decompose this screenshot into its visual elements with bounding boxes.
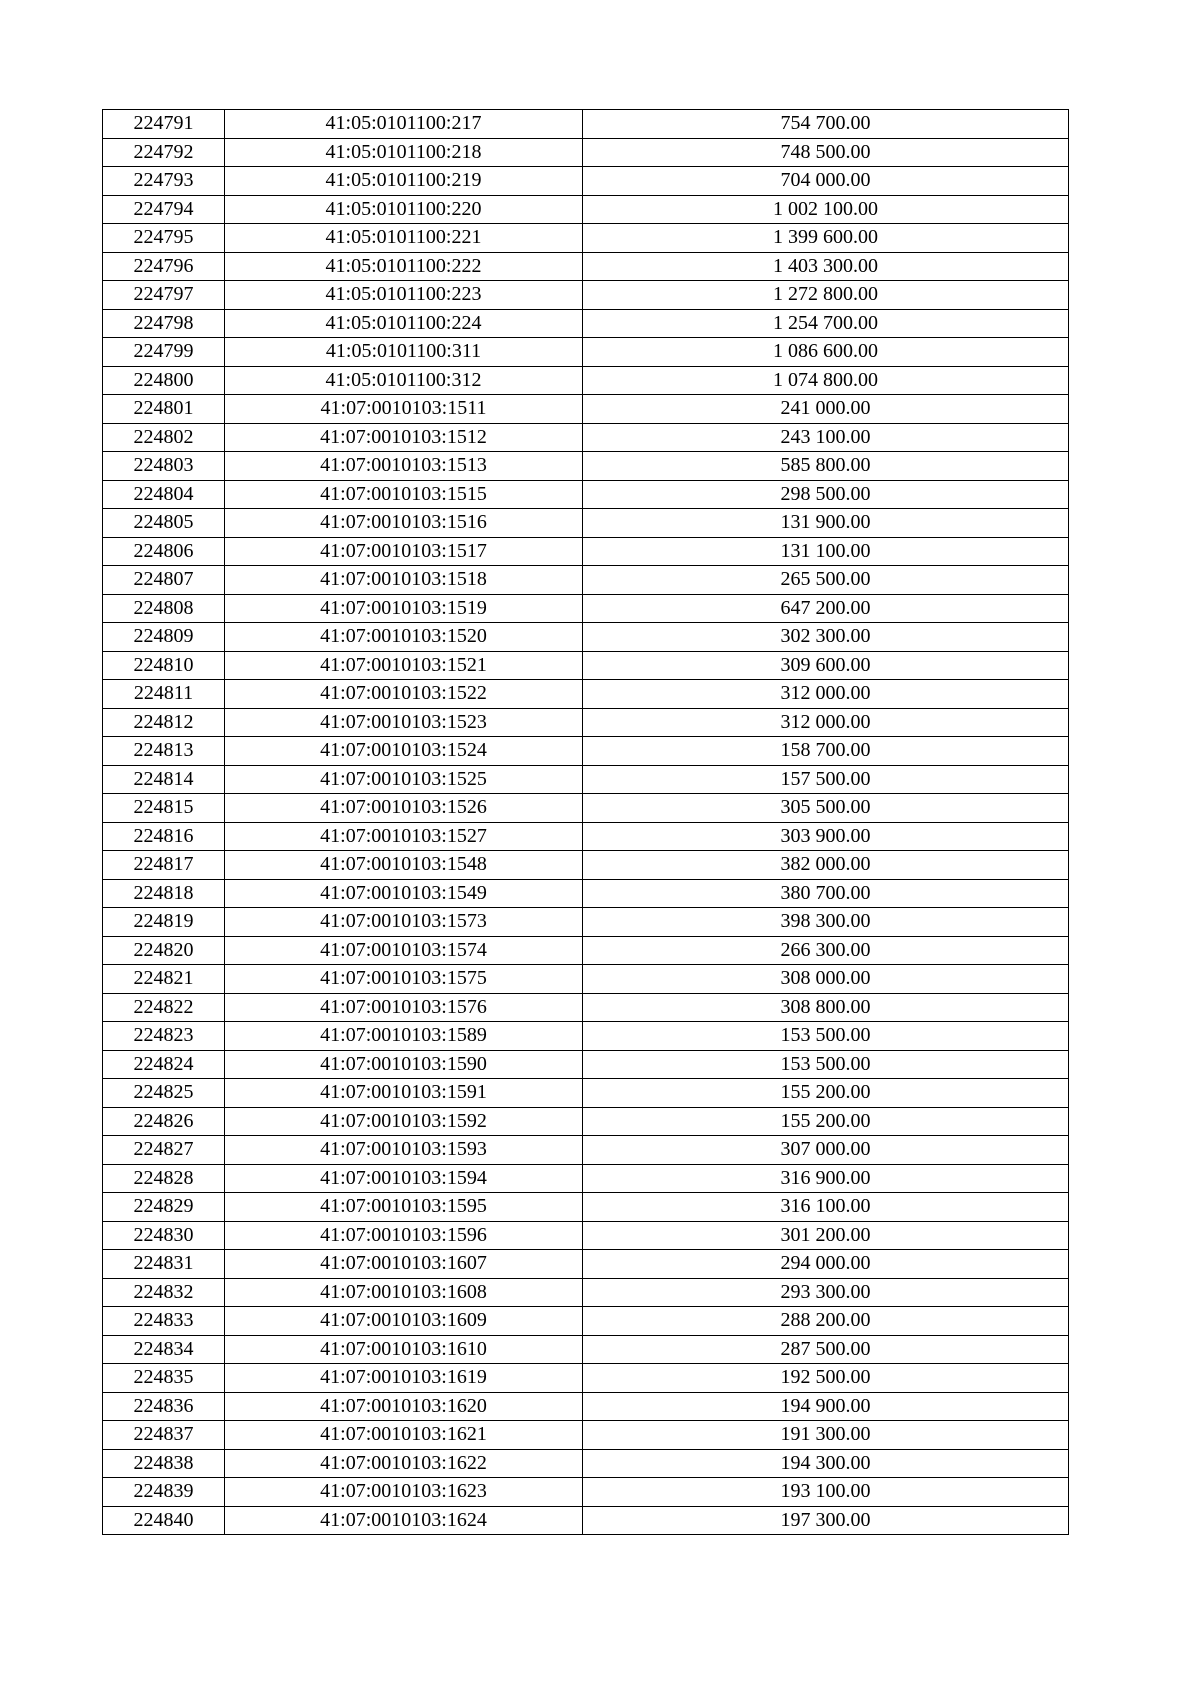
cadastral-number-cell: 41:07:0010103:1519 (225, 594, 583, 623)
cadastral-value-cell: 704 000.00 (583, 167, 1069, 196)
cadastral-number-cell: 41:07:0010103:1594 (225, 1164, 583, 1193)
cadastral-number-cell: 41:07:0010103:1517 (225, 537, 583, 566)
table-row (103, 537, 1069, 566)
cadastral-number-cell: 41:07:0010103:1520 (225, 623, 583, 652)
cadastral-value-cell: 243 100.00 (583, 423, 1069, 452)
cadastral-value-cell: 131 100.00 (583, 537, 1069, 566)
row-number-cell: 224832 (103, 1278, 225, 1307)
table-row (103, 167, 1069, 196)
cadastral-value-cell: 398 300.00 (583, 908, 1069, 937)
cadastral-number-cell: 41:07:0010103:1527 (225, 822, 583, 851)
row-number-cell: 224795 (103, 224, 225, 253)
table-row (103, 110, 1069, 139)
cadastral-number-cell: 41:07:0010103:1590 (225, 1050, 583, 1079)
row-number-cell: 224840 (103, 1506, 225, 1535)
table-row (103, 1449, 1069, 1478)
cadastral-number-cell: 41:07:0010103:1516 (225, 509, 583, 538)
row-number-cell: 224797 (103, 281, 225, 310)
table-row (103, 1506, 1069, 1535)
table-row (103, 822, 1069, 851)
cadastral-number-cell: 41:07:0010103:1574 (225, 936, 583, 965)
cadastral-number-cell: 41:07:0010103:1526 (225, 794, 583, 823)
cadastral-value-cell: 192 500.00 (583, 1364, 1069, 1393)
cadastral-value-cell: 157 500.00 (583, 765, 1069, 794)
cadastral-value-cell: 194 300.00 (583, 1449, 1069, 1478)
cadastral-value-cell: 153 500.00 (583, 1022, 1069, 1051)
table-row (103, 309, 1069, 338)
cadastral-value-cell: 748 500.00 (583, 138, 1069, 167)
table-row (103, 879, 1069, 908)
cadastral-number-cell: 41:07:0010103:1595 (225, 1193, 583, 1222)
table-row (103, 1307, 1069, 1336)
cadastral-value-cell: 309 600.00 (583, 651, 1069, 680)
table-row (103, 765, 1069, 794)
cadastral-number-cell: 41:07:0010103:1624 (225, 1506, 583, 1535)
cadastral-number-cell: 41:07:0010103:1592 (225, 1107, 583, 1136)
row-number-cell: 224806 (103, 537, 225, 566)
cadastral-value-cell: 301 200.00 (583, 1221, 1069, 1250)
row-number-cell: 224829 (103, 1193, 225, 1222)
row-number-cell: 224835 (103, 1364, 225, 1393)
row-number-cell: 224836 (103, 1392, 225, 1421)
cadastral-number-cell: 41:07:0010103:1513 (225, 452, 583, 481)
row-number-cell: 224808 (103, 594, 225, 623)
cadastral-number-cell: 41:07:0010103:1621 (225, 1421, 583, 1450)
table-row (103, 1164, 1069, 1193)
cadastral-number-cell: 41:07:0010103:1512 (225, 423, 583, 452)
row-number-cell: 224809 (103, 623, 225, 652)
cadastral-value-cell: 191 300.00 (583, 1421, 1069, 1450)
table-row (103, 1250, 1069, 1279)
table-row (103, 908, 1069, 937)
cadastral-number-cell: 41:05:0101100:311 (225, 338, 583, 367)
cadastral-value-cell: 382 000.00 (583, 851, 1069, 880)
cadastral-value-cell: 293 300.00 (583, 1278, 1069, 1307)
cadastral-number-cell: 41:05:0101100:223 (225, 281, 583, 310)
table-row (103, 651, 1069, 680)
cadastral-number-cell: 41:07:0010103:1522 (225, 680, 583, 709)
cadastral-value-cell: 298 500.00 (583, 480, 1069, 509)
cadastral-number-cell: 41:07:0010103:1619 (225, 1364, 583, 1393)
cadastral-value-cell: 305 500.00 (583, 794, 1069, 823)
cadastral-number-cell: 41:07:0010103:1608 (225, 1278, 583, 1307)
row-number-cell: 224813 (103, 737, 225, 766)
cadastral-number-cell: 41:07:0010103:1525 (225, 765, 583, 794)
row-number-cell: 224830 (103, 1221, 225, 1250)
cadastral-number-cell: 41:07:0010103:1573 (225, 908, 583, 937)
table-row (103, 281, 1069, 310)
cadastral-value-cell: 287 500.00 (583, 1335, 1069, 1364)
row-number-cell: 224800 (103, 366, 225, 395)
table-row (103, 1278, 1069, 1307)
row-number-cell: 224798 (103, 309, 225, 338)
cadastral-value-cell: 308 000.00 (583, 965, 1069, 994)
table-row (103, 851, 1069, 880)
table-row (103, 480, 1069, 509)
cadastral-value-cell: 266 300.00 (583, 936, 1069, 965)
row-number-cell: 224803 (103, 452, 225, 481)
table-row (103, 993, 1069, 1022)
cadastral-value-cell: 288 200.00 (583, 1307, 1069, 1336)
cadastral-number-cell: 41:07:0010103:1518 (225, 566, 583, 595)
cadastral-number-cell: 41:05:0101100:222 (225, 252, 583, 281)
table-row (103, 366, 1069, 395)
cadastral-number-cell: 41:07:0010103:1607 (225, 1250, 583, 1279)
cadastral-number-cell: 41:07:0010103:1576 (225, 993, 583, 1022)
row-number-cell: 224818 (103, 879, 225, 908)
cadastral-value-cell: 131 900.00 (583, 509, 1069, 538)
cadastral-value-cell: 1 272 800.00 (583, 281, 1069, 310)
table-row (103, 1193, 1069, 1222)
table-row (103, 1079, 1069, 1108)
row-number-cell: 224827 (103, 1136, 225, 1165)
table-row (103, 566, 1069, 595)
cadastral-value-cell: 303 900.00 (583, 822, 1069, 851)
row-number-cell: 224834 (103, 1335, 225, 1364)
cadastral-number-cell: 41:05:0101100:219 (225, 167, 583, 196)
cadastral-number-cell: 41:07:0010103:1620 (225, 1392, 583, 1421)
cadastral-value-cell: 197 300.00 (583, 1506, 1069, 1535)
cadastral-value-cell: 153 500.00 (583, 1050, 1069, 1079)
row-number-cell: 224826 (103, 1107, 225, 1136)
table-row (103, 395, 1069, 424)
cadastral-value-cell: 1 403 300.00 (583, 252, 1069, 281)
row-number-cell: 224816 (103, 822, 225, 851)
table-row (103, 794, 1069, 823)
table-row (103, 423, 1069, 452)
cadastral-number-cell: 41:07:0010103:1515 (225, 480, 583, 509)
row-number-cell: 224792 (103, 138, 225, 167)
cadastral-value-cell: 312 000.00 (583, 708, 1069, 737)
cadastral-number-cell: 41:07:0010103:1593 (225, 1136, 583, 1165)
cadastral-value-cell: 1 002 100.00 (583, 195, 1069, 224)
table-row (103, 1107, 1069, 1136)
cadastral-value-cell: 194 900.00 (583, 1392, 1069, 1421)
cadastral-value-cell: 158 700.00 (583, 737, 1069, 766)
table-row (103, 509, 1069, 538)
cadastral-value-cell: 312 000.00 (583, 680, 1069, 709)
table-row (103, 708, 1069, 737)
cadastral-value-cell: 308 800.00 (583, 993, 1069, 1022)
table-row (103, 737, 1069, 766)
table-row (103, 1221, 1069, 1250)
row-number-cell: 224817 (103, 851, 225, 880)
cadastral-number-cell: 41:05:0101100:312 (225, 366, 583, 395)
cadastral-value-table (102, 109, 1069, 1535)
table-row (103, 1421, 1069, 1450)
cadastral-number-cell: 41:07:0010103:1589 (225, 1022, 583, 1051)
table-row (103, 252, 1069, 281)
cadastral-number-cell: 41:07:0010103:1609 (225, 1307, 583, 1336)
table-row (103, 936, 1069, 965)
row-number-cell: 224811 (103, 680, 225, 709)
cadastral-value-cell: 155 200.00 (583, 1079, 1069, 1108)
row-number-cell: 224828 (103, 1164, 225, 1193)
row-number-cell: 224799 (103, 338, 225, 367)
cadastral-value-cell: 294 000.00 (583, 1250, 1069, 1279)
row-number-cell: 224796 (103, 252, 225, 281)
row-number-cell: 224791 (103, 110, 225, 139)
cadastral-value-cell: 193 100.00 (583, 1478, 1069, 1507)
cadastral-value-cell: 647 200.00 (583, 594, 1069, 623)
cadastral-number-cell: 41:07:0010103:1622 (225, 1449, 583, 1478)
table-row (103, 1478, 1069, 1507)
cadastral-value-cell: 302 300.00 (583, 623, 1069, 652)
row-number-cell: 224814 (103, 765, 225, 794)
cadastral-value-cell: 585 800.00 (583, 452, 1069, 481)
table-row (103, 195, 1069, 224)
row-number-cell: 224838 (103, 1449, 225, 1478)
cadastral-number-cell: 41:07:0010103:1524 (225, 737, 583, 766)
row-number-cell: 224825 (103, 1079, 225, 1108)
table-row (103, 338, 1069, 367)
row-number-cell: 224794 (103, 195, 225, 224)
row-number-cell: 224839 (103, 1478, 225, 1507)
table-row (103, 1136, 1069, 1165)
table-row (103, 1050, 1069, 1079)
row-number-cell: 224833 (103, 1307, 225, 1336)
row-number-cell: 224824 (103, 1050, 225, 1079)
cadastral-number-cell: 41:07:0010103:1623 (225, 1478, 583, 1507)
cadastral-value-cell: 155 200.00 (583, 1107, 1069, 1136)
cadastral-number-cell: 41:07:0010103:1548 (225, 851, 583, 880)
cadastral-value-cell: 241 000.00 (583, 395, 1069, 424)
table-row (103, 452, 1069, 481)
cadastral-number-cell: 41:05:0101100:221 (225, 224, 583, 253)
row-number-cell: 224805 (103, 509, 225, 538)
cadastral-value-cell: 754 700.00 (583, 110, 1069, 139)
table-row (103, 623, 1069, 652)
cadastral-number-cell: 41:05:0101100:217 (225, 110, 583, 139)
row-number-cell: 224793 (103, 167, 225, 196)
table-row (103, 1335, 1069, 1364)
cadastral-number-cell: 41:07:0010103:1549 (225, 879, 583, 908)
cadastral-number-cell: 41:05:0101100:220 (225, 195, 583, 224)
table-row (103, 680, 1069, 709)
row-number-cell: 224822 (103, 993, 225, 1022)
row-number-cell: 224823 (103, 1022, 225, 1051)
row-number-cell: 224831 (103, 1250, 225, 1279)
cadastral-value-cell: 380 700.00 (583, 879, 1069, 908)
cadastral-number-cell: 41:07:0010103:1521 (225, 651, 583, 680)
cadastral-number-cell: 41:07:0010103:1591 (225, 1079, 583, 1108)
row-number-cell: 224801 (103, 395, 225, 424)
row-number-cell: 224812 (103, 708, 225, 737)
row-number-cell: 224807 (103, 566, 225, 595)
row-number-cell: 224810 (103, 651, 225, 680)
table-row (103, 138, 1069, 167)
table-row (103, 965, 1069, 994)
table-row (103, 594, 1069, 623)
cadastral-number-cell: 41:05:0101100:218 (225, 138, 583, 167)
cadastral-value-cell: 1 074 800.00 (583, 366, 1069, 395)
cadastral-number-cell: 41:07:0010103:1511 (225, 395, 583, 424)
table-row (103, 1392, 1069, 1421)
cadastral-number-cell: 41:07:0010103:1610 (225, 1335, 583, 1364)
cadastral-value-cell: 1 399 600.00 (583, 224, 1069, 253)
cadastral-value-cell: 307 000.00 (583, 1136, 1069, 1165)
cadastral-number-cell: 41:07:0010103:1575 (225, 965, 583, 994)
table-row (103, 1364, 1069, 1393)
row-number-cell: 224804 (103, 480, 225, 509)
cadastral-number-cell: 41:07:0010103:1596 (225, 1221, 583, 1250)
row-number-cell: 224815 (103, 794, 225, 823)
cadastral-value-cell: 1 254 700.00 (583, 309, 1069, 338)
row-number-cell: 224802 (103, 423, 225, 452)
row-number-cell: 224821 (103, 965, 225, 994)
cadastral-number-cell: 41:05:0101100:224 (225, 309, 583, 338)
cadastral-value-cell: 1 086 600.00 (583, 338, 1069, 367)
table-row (103, 224, 1069, 253)
row-number-cell: 224837 (103, 1421, 225, 1450)
cadastral-number-cell: 41:07:0010103:1523 (225, 708, 583, 737)
cadastral-value-cell: 316 100.00 (583, 1193, 1069, 1222)
table-row (103, 1022, 1069, 1051)
cadastral-value-cell: 316 900.00 (583, 1164, 1069, 1193)
table-body (103, 110, 1069, 1535)
cadastral-value-cell: 265 500.00 (583, 566, 1069, 595)
row-number-cell: 224819 (103, 908, 225, 937)
row-number-cell: 224820 (103, 936, 225, 965)
